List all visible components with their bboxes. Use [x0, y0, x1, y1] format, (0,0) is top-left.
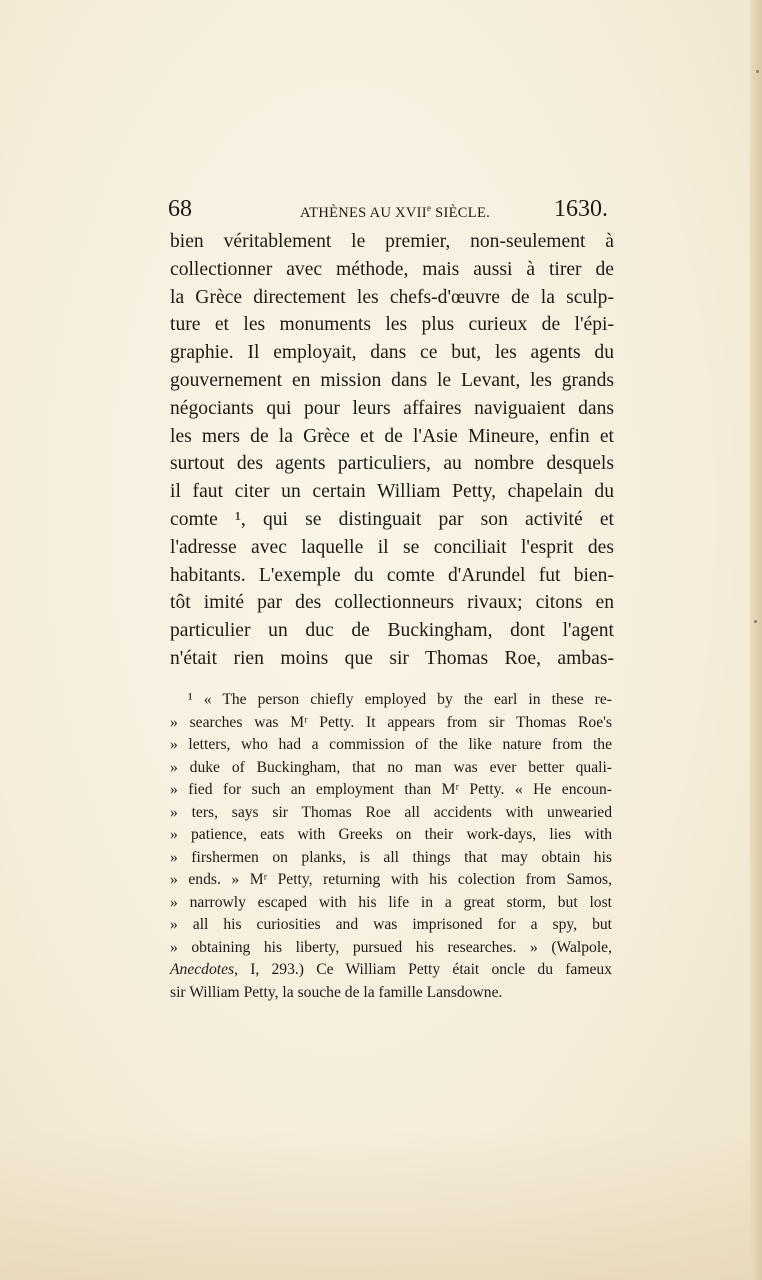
footnote-line: » narrowly escaped with his life in a great storm, but lost — [170, 893, 612, 911]
text-line: la Grèce directement les chefs-d'œuvre de la sculp- — [170, 286, 614, 308]
footnote — [170, 689, 612, 1004]
year: 1630. — [554, 196, 608, 222]
book-title: Anecdotes, — [170, 961, 238, 978]
text-line: tôt imité par des collectionneurs rivaux; citons en — [170, 592, 614, 614]
footnote-line: » fied for such an employment than Mʳ Petty. « He encoun- — [170, 781, 612, 798]
running-title: ATHÈNES AU XVIIe SIÈCLE. — [300, 203, 491, 221]
paper-stain — [0, 1130, 762, 1280]
footnote-line: ¹ « The person chiefly employed by the earl in these re- — [188, 691, 612, 708]
text-line: ture et les monuments les plus curieux de l'épi- — [170, 314, 614, 336]
text-line: collectionner avec méthode, mais aussi à tirer de — [170, 258, 614, 280]
footnote-line: » patience, eats with Greeks on their work-days, lies with — [170, 826, 612, 843]
text-line: graphie. Il employait, dans ce but, les agents du — [170, 342, 614, 364]
footnote-line: » ends. » Mʳ Petty, returning with his colection from Samos, — [170, 871, 612, 888]
footnote-line: » letters, who had a commission of the like nature from the — [170, 736, 612, 753]
body-text — [170, 228, 614, 673]
text-line: surtout des agents particuliers, au nombre desquels — [170, 453, 614, 475]
text-line: l'adresse avec laquelle il se conciliait l'esprit des — [170, 536, 614, 558]
footnote-line: » firshermen on planks, is all things that may obtain his — [170, 848, 612, 866]
page-edge — [750, 0, 762, 1280]
text-line: comte ¹, qui se distinguait par son activité et — [170, 508, 614, 530]
text-line: gouvernement en mission dans le Levant, les grands — [170, 369, 614, 391]
text-line: négociants qui pour leurs affaires naviguaient dans — [170, 397, 614, 419]
running-header — [168, 196, 612, 226]
paper-speck — [756, 70, 759, 73]
page-number: 68 — [168, 196, 192, 222]
text-line: particulier un duc de Buckingham, dont l'agent — [170, 620, 614, 642]
footnote-line: » all his curiosities and was imprisoned for a spy, but — [170, 916, 612, 933]
text-line: il faut citer un certain William Petty, chapelain du — [170, 481, 614, 503]
footnote-line: » ters, says sir Thomas Roe all accidents with unwearied — [170, 803, 612, 821]
footnote-line: » searches was Mʳ Petty. It appears from sir Thomas Roe's — [170, 713, 612, 731]
footnote-line: » duke of Buckingham, that no man was ever better quali- — [170, 758, 612, 776]
footnote-line: » obtaining his liberty, pursued his researches. » (Walpole, — [170, 938, 612, 956]
footnote-citation-line: Anecdotes, I, 293.) Ce William Petty était oncle du fameux — [170, 961, 612, 978]
text-line: n'était rien moins que sir Thomas Roe, ambas- — [170, 647, 614, 669]
text-line: habitants. L'exemple du comte d'Arundel fut bien- — [170, 564, 614, 586]
footnote-line: sir William Petty, la souche de la famille Lansdowne. — [170, 983, 503, 1001]
text-line: les mers de la Grèce et de l'Asie Mineure, enfin et — [170, 425, 614, 447]
text-line: bien véritablement le premier, non-seulement à — [170, 231, 614, 252]
paper-speck — [754, 620, 757, 623]
